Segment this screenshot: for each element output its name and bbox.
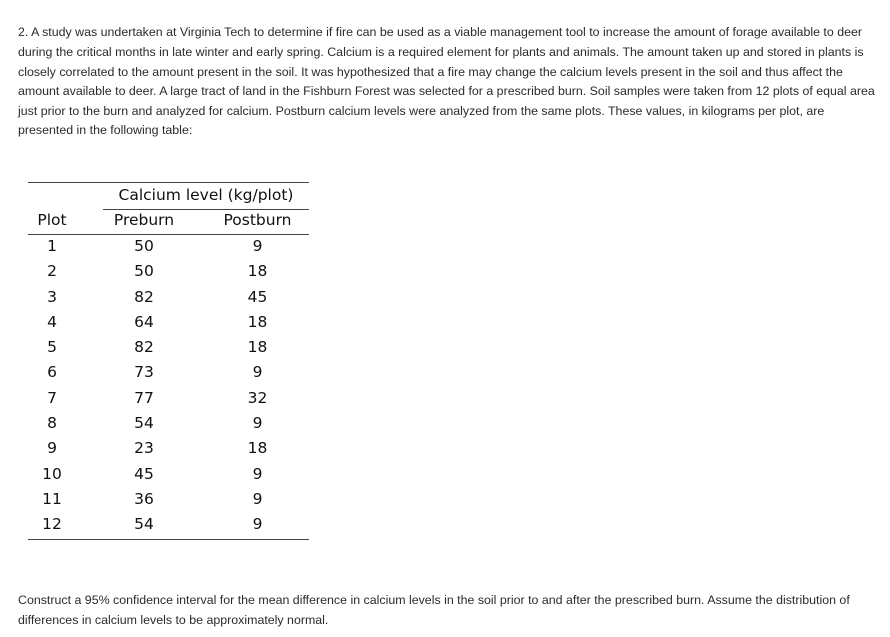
- plot-column-header: Plot: [37, 211, 67, 229]
- plot-cell: 5: [47, 338, 57, 357]
- plot-cell: 4: [47, 312, 57, 331]
- table-top-rule: [28, 182, 309, 183]
- table-bottom-rule: [28, 539, 309, 540]
- table-row: [28, 389, 309, 414]
- plot-cell: 1: [47, 237, 57, 255]
- column-header-row: [28, 211, 309, 233]
- plot-cell: 3: [47, 287, 57, 306]
- preburn-cell: 64: [134, 312, 154, 331]
- postburn-cell: 9: [252, 363, 263, 382]
- postburn-cell: 9: [252, 414, 263, 433]
- table-row: [28, 338, 309, 363]
- postburn-cell: 18: [247, 312, 268, 331]
- table-row: [28, 237, 309, 262]
- preburn-cell: 54: [134, 414, 154, 433]
- plot-cell: 11: [42, 489, 62, 508]
- postburn-cell: 45: [247, 287, 268, 306]
- table-row: [28, 490, 309, 515]
- postburn-cell: 18: [247, 439, 268, 458]
- preburn-cell: 50: [134, 237, 154, 255]
- table-row: [28, 414, 309, 439]
- preburn-cell: 82: [134, 287, 154, 306]
- table-row: [28, 465, 309, 490]
- problem-question: Construct a 95% confidence interval for the mean difference in calcium levels in the soil prior to and after the prescribed burn. Assume the distribution of differences in calcium levels to be approximately normal.: [18, 593, 850, 627]
- table-row: [28, 288, 309, 313]
- problem-intro: 2. A study was undertaken at Virginia Tech to determine if fire can be used as a viable management tool to increase the amount of forage available to deer during the critical months in late winter and early spring. Calcium is a required element for plants and animals. The amount taken up and stored in plants is closely correlated to the amount present in the soil. It was hypothesized that a fire may change the calcium levels present in the soil and thus affect the amount available to deer. A large tract of land in the Fishburn Forest was selected for a prescribed burn. Soil samples were taken from 12 plots of equal area just prior to the burn and analyzed for calcium. Postburn calcium levels were analyzed from the same plots. These values, in kilograms per plot, are presented in the following table:: [18, 25, 875, 138]
- table-body: [28, 237, 309, 541]
- preburn-cell: 45: [134, 464, 154, 483]
- plot-cell: 8: [47, 414, 57, 433]
- postburn-cell: 32: [247, 388, 268, 407]
- postburn-cell: 9: [252, 489, 263, 508]
- plot-cell: 12: [42, 515, 62, 534]
- postburn-cell: 9: [252, 515, 263, 534]
- group-header-rule: [103, 209, 309, 210]
- preburn-cell: 77: [134, 388, 154, 407]
- postburn-column-header: Postburn: [223, 211, 292, 229]
- preburn-column-header: Preburn: [113, 211, 175, 229]
- postburn-cell: 9: [252, 464, 263, 483]
- plot-cell: 10: [42, 464, 62, 483]
- table-row: [28, 313, 309, 338]
- postburn-cell: 9: [252, 237, 263, 255]
- preburn-cell: 82: [134, 338, 154, 357]
- table-row: [28, 363, 309, 388]
- preburn-cell: 23: [134, 439, 154, 458]
- preburn-cell: 73: [134, 363, 154, 382]
- table-row: [28, 439, 309, 464]
- column-header-rule: [28, 234, 309, 235]
- plot-cell: 6: [47, 363, 57, 382]
- table-row: [28, 262, 309, 287]
- postburn-cell: 18: [247, 338, 268, 357]
- preburn-cell: 54: [134, 515, 154, 534]
- plot-cell: 2: [47, 262, 57, 281]
- postburn-cell: 18: [247, 262, 268, 281]
- preburn-cell: 50: [134, 262, 154, 281]
- plot-cell: 9: [47, 439, 57, 458]
- preburn-cell: 36: [134, 489, 154, 508]
- plot-cell: 7: [47, 388, 57, 407]
- group-header: Calcium level (kg/plot): [118, 186, 294, 204]
- table-row: [28, 515, 309, 540]
